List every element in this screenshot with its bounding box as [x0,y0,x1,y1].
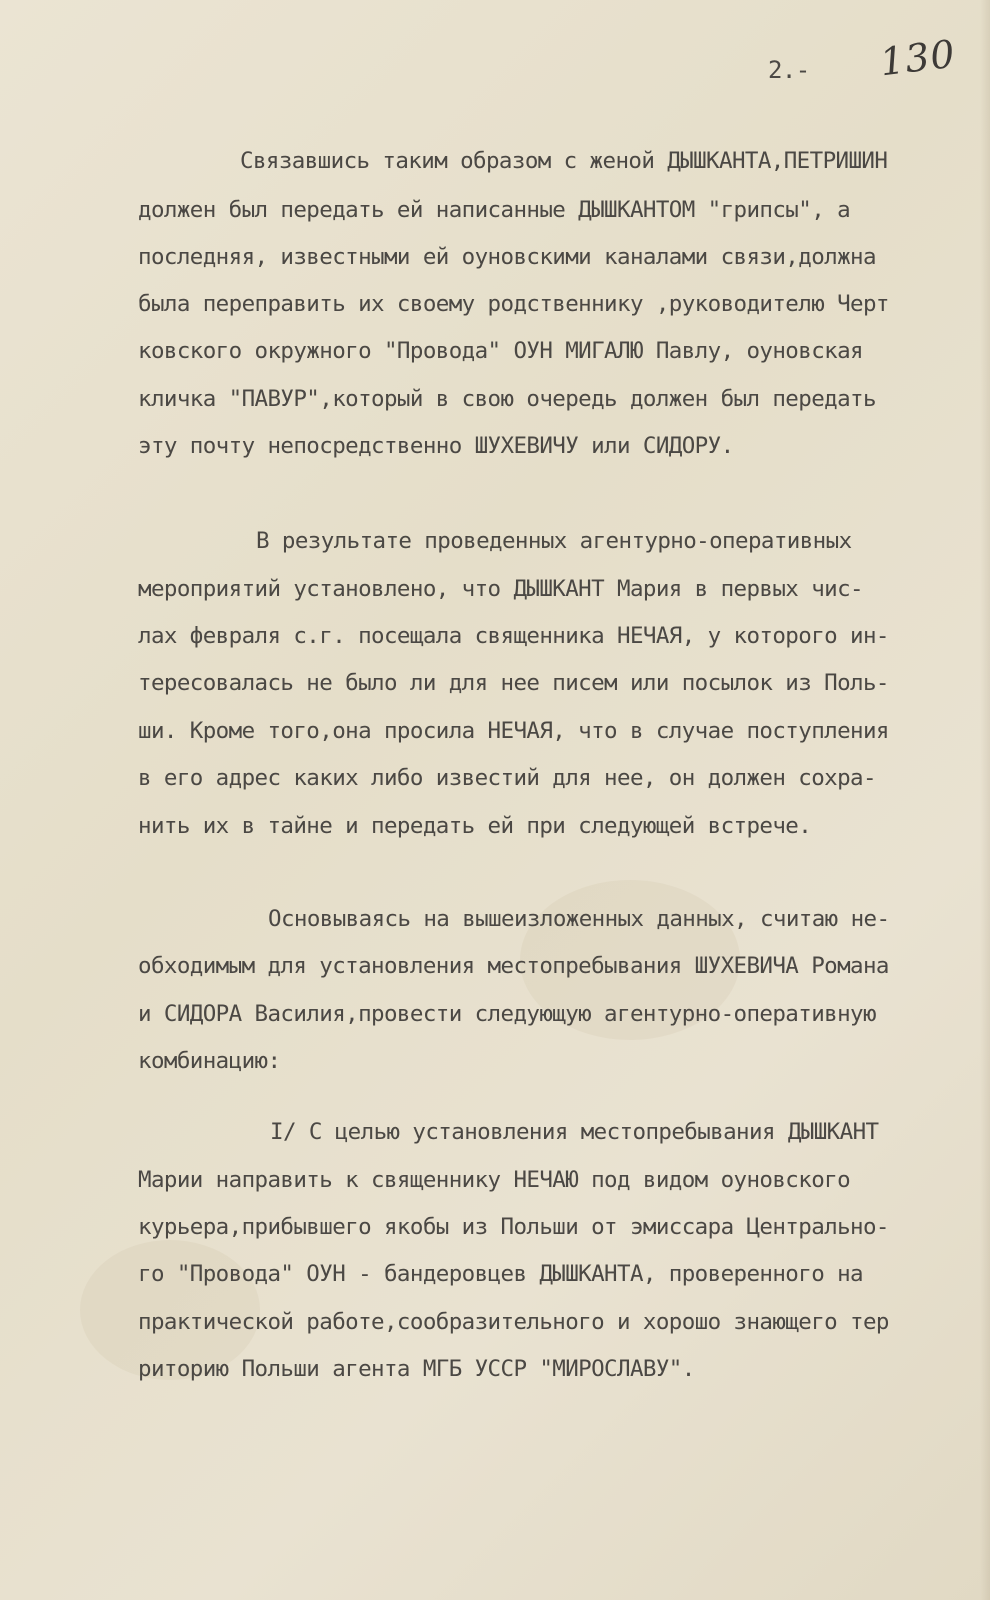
text-line: была переправить их своему родственнику ,руководителю Черт [138,291,889,317]
text-line: комбинацию: [138,1048,281,1074]
text-line: лах февраля с.г. посещала священника НЕЧАЯ, у которого ин- [138,623,889,649]
text-line: Марии направить к священнику НЕЧАЮ под видом оуновского [138,1167,851,1193]
text-line: Связавшись таким образом с женой ДЫШКАНТА,ПЕТРИШИН [240,148,888,174]
text-line: тересовалась не было ли для нее писем или посылок из Поль- [138,670,889,696]
text-line: кличка "ПАВУР",который в свою очередь должен был передать [138,386,876,412]
text-line: В результате проведенных агентурно-оперативных [256,528,852,554]
archive-page-number: 130 [877,31,958,85]
text-line: нить их в тайне и передать ей при следующей встрече. [138,813,812,839]
text-line: ковского окружного "Провода" ОУН МИГАЛЮ Павлу, оуновская [138,338,863,364]
text-line: ши. Кроме того,она просила НЕЧАЯ, что в случае поступления [138,718,889,744]
text-line: риторию Польши агента МГБ УССР "МИРОСЛАВУ". [138,1356,695,1382]
text-line: должен был передать ей написанные ДЫШКАНТОМ "грипсы", а [138,197,851,223]
text-line: последняя, известными ей оуновскими каналами связи,должна [138,244,876,270]
page-edge-shadow [980,0,990,1600]
text-line: эту почту непосредственно ШУХЕВИЧУ или СИДОРУ. [138,433,734,459]
text-line: мероприятий установлено, что ДЫШКАНТ Мария в первых чис- [138,576,863,602]
text-line: курьера,прибывшего якобы из Польши от эмиссара Центрально- [138,1214,889,1240]
text-line: и СИДОРА Василия,провести следующую агентурно-оперативную [138,1001,876,1027]
text-line: I/ С целью установления местопребывания ДЫШКАНТ [270,1119,879,1145]
text-line: Основываясь на вышеизложенных данных, считаю не- [268,906,890,932]
text-line: го "Провода" ОУН - бандеровцев ДЫШКАНТА, проверенного на [138,1261,863,1287]
text-line: обходимым для установления местопребывания ШУХЕВИЧА Романа [138,953,889,979]
page-number: 2.- [768,56,810,84]
text-line: практической работе,сообразительного и хорошо знающего тер [138,1309,889,1335]
text-line: в его адрес каких либо известий для нее, он должен сохра- [138,765,876,791]
